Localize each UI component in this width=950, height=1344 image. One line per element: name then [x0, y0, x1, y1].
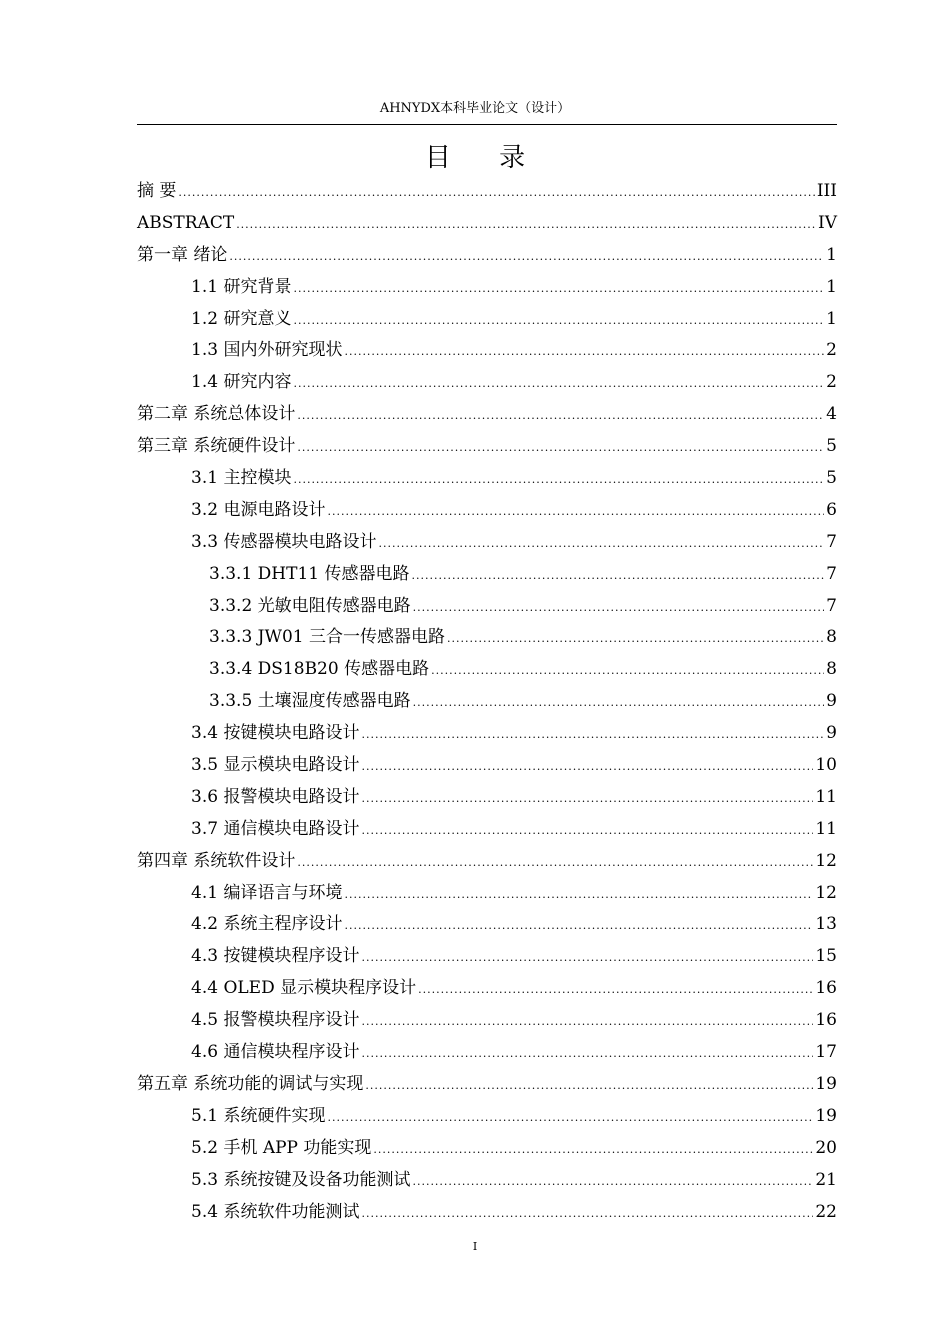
toc-dot-leader — [447, 623, 824, 655]
page-number: I — [472, 1240, 478, 1253]
toc-entry-page: 7 — [826, 595, 837, 616]
toc-dot-leader — [293, 273, 824, 305]
toc-entry-page: 5 — [826, 468, 837, 489]
toc-entry-label: 3.3.3 JW01 三合一传感器电路 — [209, 627, 445, 648]
toc-entry[interactable] — [137, 973, 837, 1005]
toc-entry[interactable] — [137, 431, 837, 463]
toc-dot-leader — [361, 719, 824, 751]
toc-entry-page: 1 — [826, 308, 837, 329]
toc-dot-leader — [361, 815, 813, 847]
toc-dot-leader — [413, 592, 825, 624]
toc-entry-label: 3.3.1 DHT11 传感器电路 — [209, 563, 410, 584]
toc-dot-leader — [297, 847, 813, 879]
toc-entry-page: 17 — [815, 1042, 837, 1063]
toc-entry-label: 3.3.4 DS18B20 传感器电路 — [209, 659, 430, 680]
toc-entry-page: IV — [818, 212, 837, 233]
toc-entry-page: 1 — [826, 276, 837, 297]
toc-entry-label: ABSTRACT — [137, 212, 235, 233]
toc-entry-label: 第四章 系统软件设计 — [137, 850, 296, 871]
toc-entry[interactable] — [137, 367, 837, 399]
toc-entry[interactable] — [137, 941, 837, 973]
toc-dot-leader — [327, 496, 824, 528]
toc-dot-leader — [431, 655, 824, 687]
toc-entry-label: 3.3 传感器模块电路设计 — [191, 531, 377, 552]
toc-dot-leader — [344, 910, 813, 942]
toc-entry-page: 7 — [826, 531, 837, 552]
toc-dot-leader — [412, 1166, 813, 1198]
toc-entry[interactable] — [137, 527, 837, 559]
toc-entry-label: 4.3 按键模块程序设计 — [191, 946, 360, 967]
toc-entry-label: 5.4 系统软件功能测试 — [191, 1201, 360, 1222]
toc-entry-label: 4.5 报警模块程序设计 — [191, 1010, 360, 1031]
toc-entry-label: 1.4 研究内容 — [191, 372, 292, 393]
toc-entry-page: 10 — [815, 755, 837, 776]
toc-dot-leader — [361, 1038, 813, 1070]
toc-entry-label: 第五章 系统功能的调试与实现 — [137, 1073, 364, 1094]
toc-entry-label: 5.1 系统硬件实现 — [191, 1105, 326, 1126]
toc-entry[interactable] — [137, 750, 837, 782]
toc-entry-page: 11 — [815, 786, 837, 807]
toc-dot-leader — [418, 974, 813, 1006]
toc-entry-page: 20 — [815, 1137, 837, 1158]
toc-entry-page: 19 — [815, 1105, 837, 1126]
toc-dot-leader — [178, 177, 814, 209]
table-of-contents — [137, 176, 837, 1228]
toc-entry[interactable] — [137, 335, 837, 367]
toc-dot-leader — [373, 1134, 813, 1166]
toc-entry-page: 16 — [815, 978, 837, 999]
toc-entry-page: III — [816, 181, 837, 201]
toc-entry-page: 8 — [826, 659, 837, 680]
toc-entry[interactable] — [137, 463, 837, 495]
toc-dot-leader — [293, 368, 824, 400]
toc-entry-page: 8 — [826, 627, 837, 648]
toc-dot-leader — [293, 464, 824, 496]
toc-entry[interactable] — [137, 1101, 837, 1133]
toc-entry-page: 6 — [826, 499, 837, 520]
toc-entry-label: 第三章 系统硬件设计 — [137, 436, 296, 457]
toc-entry[interactable] — [137, 878, 837, 910]
toc-entry-page: 4 — [826, 404, 837, 425]
toc-entry-page: 11 — [815, 818, 837, 839]
toc-entry-page: 2 — [826, 340, 837, 361]
toc-entry-label: 4.2 系统主程序设计 — [191, 914, 343, 935]
toc-dot-leader — [361, 751, 813, 783]
toc-entry-label: 5.3 系统按键及设备功能测试 — [191, 1169, 411, 1190]
toc-entry[interactable] — [137, 782, 837, 814]
toc-dot-leader — [365, 1070, 813, 1102]
toc-entry-label: 3.7 通信模块电路设计 — [191, 818, 360, 839]
toc-dot-leader — [361, 783, 813, 815]
toc-entry-label: 摘 要 — [137, 181, 177, 201]
toc-entry-label: 第一章 绪论 — [137, 244, 228, 265]
toc-entry[interactable] — [137, 272, 837, 304]
toc-entry-label: 3.5 显示模块电路设计 — [191, 755, 360, 776]
toc-entry[interactable] — [137, 1133, 837, 1165]
toc-entry[interactable] — [137, 814, 837, 846]
toc-entry-label: 3.3.2 光敏电阻传感器电路 — [209, 595, 411, 616]
toc-entry-label: 5.2 手机 APP 功能实现 — [191, 1137, 372, 1158]
toc-entry[interactable] — [137, 208, 837, 240]
toc-entry-page: 19 — [815, 1073, 837, 1094]
toc-entry-page: 15 — [815, 946, 837, 967]
toc-dot-leader — [378, 528, 824, 560]
header-rule — [137, 124, 837, 125]
toc-entry-label: 1.2 研究意义 — [191, 308, 292, 329]
toc-entry[interactable] — [137, 240, 837, 272]
toc-dot-leader — [361, 1198, 813, 1230]
toc-entry[interactable] — [137, 622, 837, 654]
toc-entry-label: 3.1 主控模块 — [191, 468, 292, 489]
toc-entry-label: 3.2 电源电路设计 — [191, 499, 326, 520]
toc-entry[interactable] — [137, 1005, 837, 1037]
toc-entry-label: 1.1 研究背景 — [191, 276, 292, 297]
toc-entry-page: 5 — [826, 436, 837, 457]
toc-title: 目 录 — [424, 143, 546, 173]
toc-entry[interactable] — [137, 591, 837, 623]
toc-dot-leader — [297, 432, 824, 464]
toc-entry[interactable] — [137, 686, 837, 718]
toc-dot-leader — [413, 687, 825, 719]
toc-entry-label: 3.3.5 土壤湿度传感器电路 — [209, 691, 411, 712]
toc-entry[interactable] — [137, 718, 837, 750]
toc-entry-page: 21 — [815, 1169, 837, 1190]
running-header: AHNYDX本科毕业论文（设计） — [379, 101, 571, 116]
toc-entry[interactable] — [137, 559, 837, 591]
toc-entry-page: 9 — [826, 723, 837, 744]
toc-dot-leader — [361, 1006, 813, 1038]
toc-dot-leader — [327, 1102, 813, 1134]
toc-entry[interactable] — [137, 1069, 837, 1101]
toc-dot-leader — [361, 942, 813, 974]
toc-entry[interactable] — [137, 1197, 837, 1229]
toc-entry[interactable] — [137, 176, 837, 208]
toc-dot-leader — [412, 560, 825, 592]
toc-entry[interactable] — [137, 909, 837, 941]
toc-entry[interactable] — [137, 304, 837, 336]
toc-entry[interactable] — [137, 654, 837, 686]
toc-entry-page: 2 — [826, 372, 837, 393]
toc-entry-page: 1 — [826, 244, 837, 265]
toc-entry-page: 9 — [826, 691, 837, 712]
toc-dot-leader — [344, 336, 824, 368]
toc-entry-page: 22 — [815, 1201, 837, 1222]
toc-entry-label: 3.4 按键模块电路设计 — [191, 723, 360, 744]
toc-dot-leader — [297, 400, 824, 432]
toc-entry-label: 1.3 国内外研究现状 — [191, 340, 343, 361]
toc-dot-leader — [229, 241, 824, 273]
toc-entry-page: 7 — [826, 563, 837, 584]
toc-entry-label: 第二章 系统总体设计 — [137, 404, 296, 425]
toc-entry[interactable] — [137, 846, 837, 878]
toc-entry-page: 16 — [815, 1010, 837, 1031]
toc-dot-leader — [344, 879, 813, 911]
toc-entry[interactable] — [137, 399, 837, 431]
toc-entry-label: 3.6 报警模块电路设计 — [191, 786, 360, 807]
toc-entry-page: 12 — [815, 850, 837, 871]
toc-entry-label: 4.4 OLED 显示模块程序设计 — [191, 978, 417, 999]
toc-entry[interactable] — [137, 1165, 837, 1197]
toc-entry-page: 12 — [815, 882, 837, 903]
toc-entry[interactable] — [137, 495, 837, 527]
toc-entry-label: 4.1 编译语言与环境 — [191, 882, 343, 903]
toc-dot-leader — [293, 305, 824, 337]
toc-entry[interactable] — [137, 1037, 837, 1069]
toc-entry-label: 4.6 通信模块程序设计 — [191, 1042, 360, 1063]
toc-entry-page: 13 — [815, 914, 837, 935]
toc-dot-leader — [236, 209, 816, 241]
